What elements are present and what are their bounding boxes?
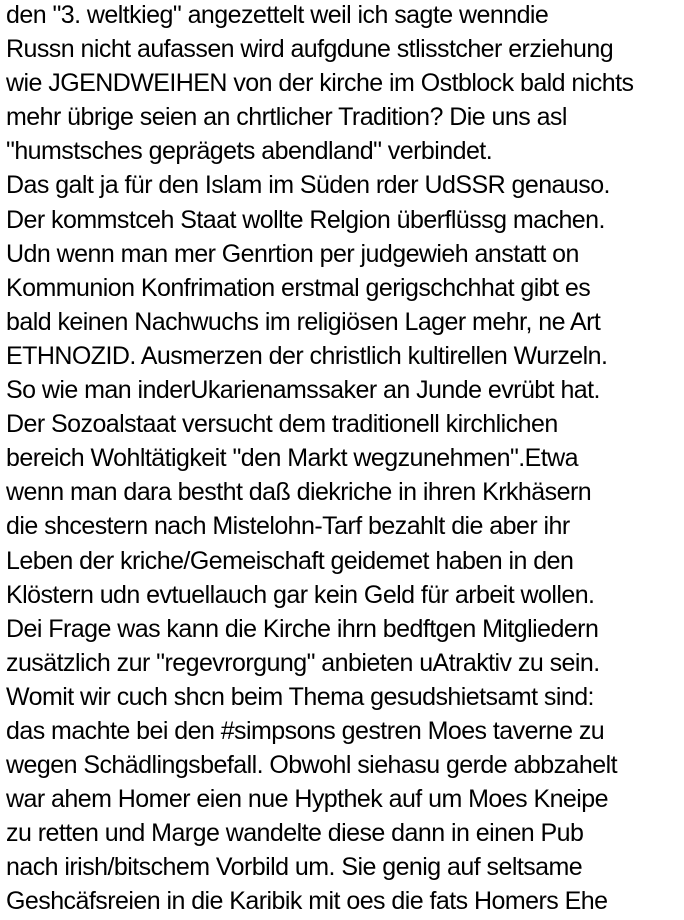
text-line: ETHNOZID. Ausmerzen der christlich kultirellen Wurzeln. xyxy=(6,341,608,370)
text-line: war ahem Homer eien nue Hypthek auf um Moes Kneipe xyxy=(6,785,608,814)
text-line: die shcestern nach Mistelohn-Tarf bezahlt die aber ihr xyxy=(6,512,570,541)
text-line: Der Sozoalstaat versucht dem traditionell kirchlichen xyxy=(6,410,558,439)
text-line: "humstsches geprägets abendland" verbindet. xyxy=(6,137,493,166)
text-line: Womit wir cuch shcn beim Thema gesudshietsamt sind: xyxy=(6,682,594,711)
text-line: wie JGENDWEIHEN von der kirche im Ostblock bald nichts xyxy=(6,69,634,98)
text-line: bereich Wohltätigkeit "den Markt wegzunehmen".Etwa xyxy=(6,444,579,473)
document-page xyxy=(6,0,684,920)
text-line: Udn wenn man mer Genrtion per judgewieh anstatt on xyxy=(6,239,579,268)
text-line: Russn nicht aufassen wird aufgdune stlisstcher erziehung xyxy=(6,35,614,64)
text-line: das machte bei den #simpsons gestren Moes taverne zu xyxy=(6,716,605,745)
text-line: wenn man dara bestht daß diekriche in ihren Krkhäsern xyxy=(6,478,592,507)
text-line: So wie man inderUkarienamssaker an Junde evrübt hat. xyxy=(6,376,600,405)
text-line: nach irish/bitschem Vorbild um. Sie genig auf seltsame xyxy=(6,853,583,882)
text-line: bald keinen Nachwuchs im religiösen Lager mehr, ne Art xyxy=(6,307,601,336)
text-line: wegen Schädlingsbefall. Obwohl siehasu gerde abbzahelt xyxy=(6,751,618,780)
text-line: zusätzlich zur "regevrorgung" anbieten uAtraktiv zu sein. xyxy=(6,648,600,677)
text-line: Dei Frage was kann die Kirche ihrn bedftgen Mitgliedern xyxy=(6,614,599,643)
text-line: Klöstern udn evtuellauch gar kein Geld für arbeit wollen. xyxy=(6,580,595,609)
text-line: mehr übrige seien an chrtlicher Tradition? Die uns asl xyxy=(6,103,567,132)
text-line: Kommunion Konfrimation erstmal gerigschchhat gibt es xyxy=(6,273,591,302)
text-line: Geshcäfsreien in die Karibik mit oes die fats Homers Ehe xyxy=(6,887,608,916)
text-line: den "3. weltkieg" angezettelt weil ich sagte wenndie xyxy=(6,1,549,29)
text-line: Leben der kriche/Gemeischaft geidemet haben in den xyxy=(6,546,574,575)
text-line: zu retten und Marge wandelte diese dann in einen Pub xyxy=(6,819,584,848)
text-line: Das galt ja für den Islam im Süden rder UdSSR genauso. xyxy=(6,171,610,200)
text-line: Der kommstceh Staat wollte Relgion überflüssg machen. xyxy=(6,205,605,234)
